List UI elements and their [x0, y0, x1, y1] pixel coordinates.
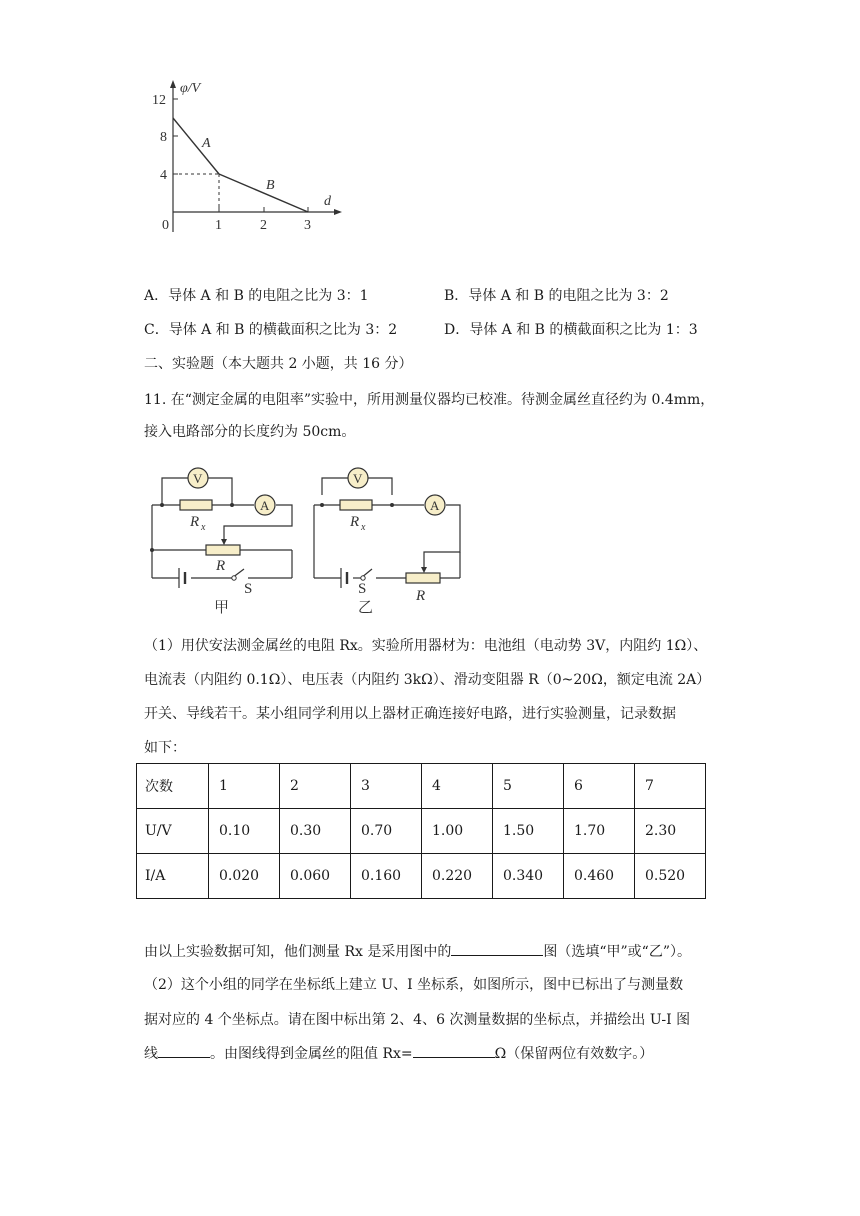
- rx-value-blank[interactable]: [413, 1043, 495, 1058]
- segment-a-label: A: [202, 136, 211, 151]
- rx-left-sub: x: [201, 522, 206, 533]
- part-1-line-4: 如下：: [144, 740, 186, 756]
- y-tick-12: 12: [152, 93, 166, 108]
- circuit-right: [314, 478, 460, 578]
- y-tick-4: 4: [160, 168, 167, 183]
- table-cell: 0.220: [422, 854, 493, 899]
- table-cell: 1.50: [493, 809, 564, 854]
- segment-b-label: B: [266, 178, 275, 193]
- rheostat-right-label: R: [416, 588, 426, 604]
- measurement-table: [136, 763, 706, 899]
- junction-right-1: [320, 503, 324, 507]
- y-tick-8: 8: [160, 130, 167, 145]
- option-b: B．导体 A 和 B 的电阻之比为 3：2: [444, 288, 669, 304]
- part-2-line-3-b: 。由图线得到金属丝的阻值 Rx=: [210, 1046, 413, 1062]
- x-axis-label: d: [324, 194, 331, 209]
- table-cell: 0.060: [280, 854, 351, 899]
- circuit-choice-question: [144, 941, 691, 963]
- table-cell: 0.30: [280, 809, 351, 854]
- x-tick-0: 0: [162, 218, 169, 233]
- part-2-line-3-a: 线: [144, 1046, 158, 1062]
- table-cell: 0.020: [209, 854, 280, 899]
- rheostat-left-slider: [221, 539, 227, 545]
- table-cell: 4: [422, 764, 493, 809]
- y-axis-arrow: [170, 80, 176, 88]
- table-cell: U/V: [137, 809, 209, 854]
- rheostat-right: [406, 573, 440, 583]
- junction-left-2: [230, 503, 234, 507]
- graph-line-blank[interactable]: [158, 1043, 210, 1058]
- table-cell: 0.520: [635, 854, 706, 899]
- table-cell: 5: [493, 764, 564, 809]
- table-cell: 次数: [137, 764, 209, 809]
- x-tick-3: 3: [304, 218, 311, 233]
- table-cell: I/A: [137, 854, 209, 899]
- circuit-left-components: [150, 468, 275, 616]
- switch-right-pivot: [361, 576, 365, 580]
- x-tick-1: 1: [215, 218, 222, 233]
- table-cell: 1: [209, 764, 280, 809]
- table-cell: 0.70: [351, 809, 422, 854]
- table-cell: 0.160: [351, 854, 422, 899]
- junction-right-2: [390, 503, 394, 507]
- table-row: [137, 854, 706, 899]
- circuit-choice-text-pre: 由以上实验数据可知，他们测量 Rx 是采用图中的: [144, 944, 452, 960]
- option-a: A．导体 A 和 B 的电阻之比为 3：1: [144, 288, 369, 304]
- option-c: C．导体 A 和 B 的横截面积之比为 3：2: [144, 322, 398, 338]
- question-11-line-1: 11. 在“测定金属的电阻率”实验中，所用测量仪器均已校准。待测金属丝直径约为 0.4mm，: [144, 392, 715, 408]
- table-cell: 1.00: [422, 809, 493, 854]
- table-cell: 2: [280, 764, 351, 809]
- table-cell: 0.10: [209, 809, 280, 854]
- segment-b-line: [219, 174, 308, 212]
- circuit-right-caption: 乙: [358, 600, 374, 616]
- option-d: D．导体 A 和 B 的横截面积之比为 1：3: [444, 322, 698, 338]
- segment-a-line: [173, 118, 219, 174]
- ammeter-right-label: A: [430, 498, 440, 513]
- rheostat-right-slider: [421, 567, 427, 573]
- rheostat-left-label: R: [216, 558, 226, 574]
- voltmeter-left-label: V: [193, 471, 203, 486]
- part-2-line-3-c: Ω（保留两位有效数字。）: [494, 1046, 654, 1062]
- switch-right-label: S: [358, 581, 367, 597]
- part-1-line-2: 电流表（内阻约 0.1Ω）、电压表（内阻约 3kΩ）、滑动变阻器 R（0~20Ω，额定电流 2A）: [144, 672, 711, 688]
- table-cell: 0.460: [564, 854, 635, 899]
- question-11-line-2: 接入电路部分的长度约为 50cm。: [144, 424, 356, 440]
- junction-left-1: [160, 503, 164, 507]
- table-cell: 6: [564, 764, 635, 809]
- rx-left-label: R: [190, 514, 200, 530]
- x-axis-arrow: [334, 209, 342, 215]
- part-2-line-2: 据对应的 4 个坐标点。请在图中标出第 2、4、6 次测量数据的坐标点，并描绘出 U-I 图: [144, 1012, 691, 1028]
- potential-distance-graph: [140, 74, 350, 236]
- table-cell: 3: [351, 764, 422, 809]
- table-cell: 0.340: [493, 854, 564, 899]
- table-cell: 1.70: [564, 809, 635, 854]
- circuit-right-components: [320, 468, 445, 616]
- resistor-rx-right: [340, 500, 372, 510]
- junction-left-3: [150, 548, 154, 552]
- circuit-choice-blank[interactable]: [451, 941, 543, 956]
- part-2-line-3: [144, 1043, 653, 1065]
- circuit-left-caption: 甲: [214, 600, 230, 616]
- circuit-diagrams: [144, 460, 474, 620]
- resistor-rx-left: [180, 500, 212, 510]
- switch-left-pivot: [232, 576, 236, 580]
- section-heading: 二、实验题（本大题共 2 小题，共 16 分）: [144, 356, 413, 372]
- y-axis-label: φ/V: [180, 81, 201, 96]
- part-2-line-1: （2）这个小组的同学在坐标纸上建立 U、I 坐标系，如图所示，图中已标出了与测量数: [144, 977, 684, 993]
- part-1-line-3: 开关、导线若干。某小组同学利用以上器材正确连接好电路，进行实验测量，记录数据: [144, 706, 676, 722]
- rx-right-label: R: [350, 514, 360, 530]
- x-tick-2: 2: [260, 218, 267, 233]
- table-cell: 7: [635, 764, 706, 809]
- voltmeter-right-label: V: [353, 471, 363, 486]
- circuit-choice-text-post: 图（选填“甲”或“乙”）。: [543, 944, 691, 960]
- table-cell: 2.30: [635, 809, 706, 854]
- table-row: [137, 809, 706, 854]
- switch-left-label: S: [244, 581, 253, 597]
- rheostat-left: [206, 545, 240, 555]
- rx-right-sub: x: [361, 522, 366, 533]
- table-row: [137, 764, 706, 809]
- part-1-line-1: （1）用伏安法测金属丝的电阻 Rx。实验所用器材为：电池组（电动势 3V，内阻约 1Ω）、: [144, 638, 708, 654]
- ammeter-left-label: A: [260, 498, 270, 513]
